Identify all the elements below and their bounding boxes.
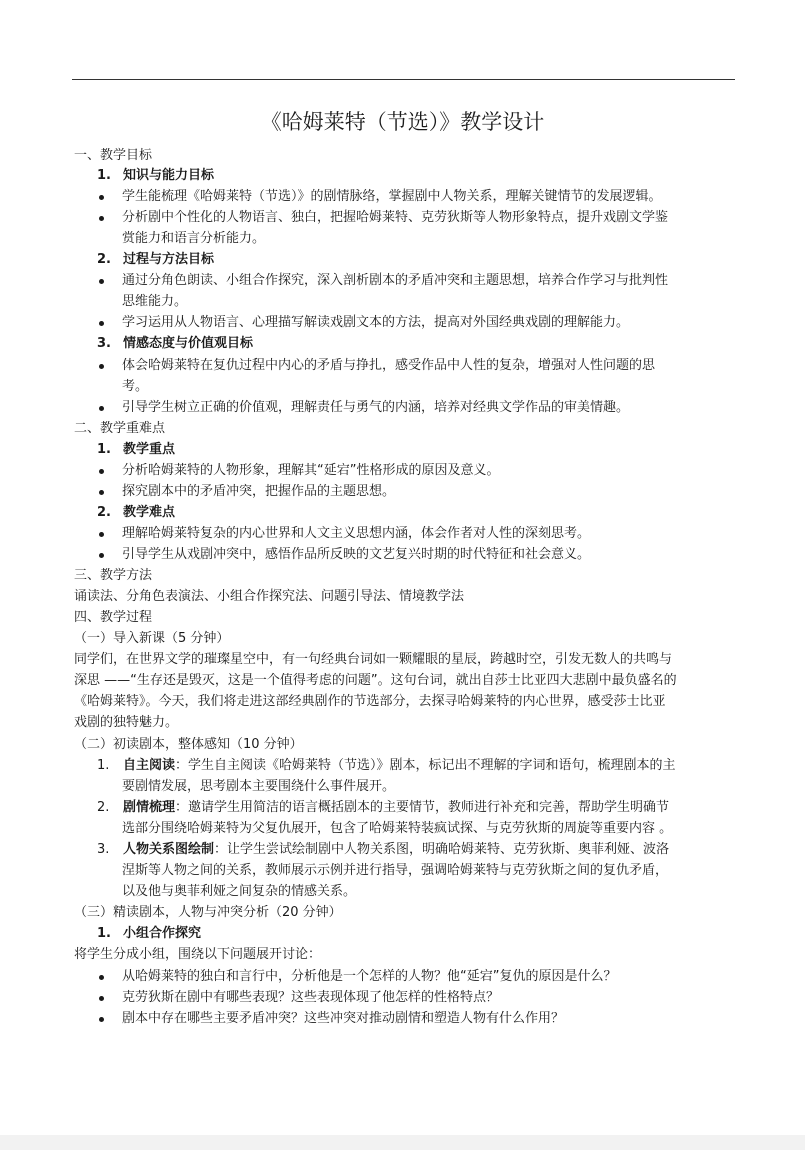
header-rule bbox=[72, 79, 735, 80]
item-keyword: 剧情梳理 bbox=[123, 800, 176, 815]
subheading-knowledge bbox=[97, 165, 215, 186]
bullet-item: 学生能梳理《哈姆莱特（节选）》的剧情脉络，掌握剧中人物关系，理解关键情节的发展逻辑。 bbox=[122, 186, 662, 207]
item-continuation: 要剧情发展，思考剧本主要围绕什么事件展开。 bbox=[122, 779, 396, 794]
subheading-text: 小组合作探究 bbox=[123, 926, 202, 941]
subheading-text: 情感态度与价值观目标 bbox=[123, 336, 254, 351]
section-heading-methods: 三、教学方法 bbox=[74, 568, 153, 583]
bullet-item: 克劳狄斯在剧中有哪些表现？这些表现体现了他怎样的性格特点？ bbox=[122, 987, 499, 1008]
subheading-focus bbox=[97, 439, 176, 460]
subheading-process bbox=[97, 249, 215, 270]
phase-title-close-reading: （三）精读剧本，人物与冲突分析（20 分钟） bbox=[74, 905, 342, 920]
bullet-item: 引导学生从戏剧冲突中，感悟作品所反映的文艺复兴时期的时代特征和社会意义。 bbox=[122, 544, 590, 565]
bullet-continuation: 思维能力。 bbox=[122, 294, 188, 309]
subheading-difficulty bbox=[97, 502, 176, 523]
subheading-text: 过程与方法目标 bbox=[123, 252, 215, 267]
item-keyword: 自主阅读 bbox=[123, 758, 176, 773]
list-number: 2. bbox=[97, 800, 110, 815]
item-continuation: 选部分围绕哈姆莱特为父复仇展开，包含了哈姆莱特装疯试探、与克劳狄斯的周旋等重要内容 。 bbox=[122, 821, 673, 836]
bullet-item: 体会哈姆莱特在复仇过程中内心的矛盾与挣扎，感受作品中人性的复杂，增强对人性问题的思 bbox=[122, 355, 655, 376]
item-keyword: 人物关系图绘制 bbox=[123, 842, 215, 857]
subheading-text: 教学重点 bbox=[123, 442, 176, 457]
list-number: 3. bbox=[97, 842, 110, 857]
bullet-item: 探究剧本中的矛盾冲突，把握作品的主题思想。 bbox=[122, 481, 395, 502]
bullet-item: 分析哈姆莱特的人物形象，理解其“延宕”性格形成的原因及意义。 bbox=[122, 460, 499, 481]
list-number: 1. bbox=[97, 168, 111, 183]
methods-text: 诵读法、分角色表演法、小组合作探究法、问题引导法、情境教学法 bbox=[74, 589, 465, 604]
paragraph-line: 同学们，在世界文学的璀璨星空中，有一句经典台词如一颗耀眼的星辰，跨越时空，引发无数人的共鸣与 bbox=[74, 652, 673, 667]
paragraph-line: 《哈姆莱特》。今天，我们将走进这部经典剧作的节选部分，去探寻哈姆莱特的内心世界，感受莎士比亚 bbox=[74, 694, 666, 709]
bullet-item: 通过分角色朗读、小组合作探究，深入剖析剧本的矛盾冲突和主题思想，培养合作学习与批判性 bbox=[122, 270, 668, 291]
subheading-text: 教学难点 bbox=[123, 505, 176, 520]
section-heading-key-points: 二、教学重难点 bbox=[74, 421, 166, 436]
list-number: 2. bbox=[97, 505, 111, 520]
phase-title-reading: （二）初读剧本，整体感知（10 分钟） bbox=[74, 737, 303, 752]
bullet-item: 从哈姆莱特的独白和言行中，分析他是一个怎样的人物？他“延宕”复仇的原因是什么？ bbox=[122, 966, 616, 987]
item-text: ：学生自主阅读《哈姆莱特（节选）》剧本，标记出不理解的字词和语句，梳理剧本的主 bbox=[175, 758, 676, 773]
paragraph-line: 深思 ——“生存还是毁灭，这是一个值得考虑的问题”。这句台词，就出自莎士比亚四大悲剧中最负盛名的 bbox=[74, 673, 677, 688]
subheading-values bbox=[97, 333, 254, 354]
phase-title-intro: （一）导入新课（5 分钟） bbox=[74, 631, 230, 646]
item-continuation: 涅斯等人物之间的关系，教师展示示例并进行指导，强调哈姆莱特与克劳狄斯之间的复仇矛盾， bbox=[122, 863, 669, 878]
page-footer-strip bbox=[0, 1135, 805, 1150]
item-text: ：让学生尝试绘制剧中人物关系图，明确哈姆莱特、克劳狄斯、奥菲利娅、波洛 bbox=[214, 842, 670, 857]
bullet-continuation: 赏能力和语言分析能力。 bbox=[122, 231, 266, 246]
bullet-item: 分析剧中个性化的人物语言、独白，把握哈姆莱特、克劳狄斯等人物形象特点，提升戏剧文学鉴 bbox=[122, 207, 668, 228]
section-heading-process: 四、教学过程 bbox=[74, 610, 153, 625]
bullet-item: 理解哈姆莱特复杂的内心世界和人文主义思想内涵，体会作者对人性的深刻思考。 bbox=[122, 523, 590, 544]
subheading-text: 知识与能力目标 bbox=[123, 168, 215, 183]
list-number: 2. bbox=[97, 252, 111, 267]
bullet-item: 学习运用从人物语言、心理描写解读戏剧文本的方法，提高对外国经典戏剧的理解能力。 bbox=[122, 312, 629, 333]
bullet-continuation: 考。 bbox=[122, 379, 149, 394]
list-number: 1. bbox=[97, 442, 111, 457]
document-title: 《哈姆莱特（节选）》教学设计 bbox=[260, 110, 545, 134]
list-number: 1. bbox=[97, 758, 110, 773]
item-continuation: 以及他与奥菲利娅之间复杂的情感关系。 bbox=[122, 884, 357, 899]
list-number: 3. bbox=[97, 336, 111, 351]
paragraph-line: 戏剧的独特魅力。 bbox=[74, 715, 179, 730]
list-number: 1. bbox=[97, 926, 111, 941]
bullet-item: 剧本中存在哪些主要矛盾冲突？这些冲突对推动剧情和塑造人物有什么作用？ bbox=[122, 1008, 564, 1029]
item-text: ：邀请学生用简洁的语言概括剧本的主要情节，教师进行补充和完善，帮助学生明确节 bbox=[175, 800, 670, 815]
bullet-item: 引导学生树立正确的价值观，理解责任与勇气的内涵，培养对经典文学作品的审美情趣。 bbox=[122, 397, 629, 418]
section-heading-objectives: 一、教学目标 bbox=[74, 148, 153, 163]
paragraph-line: 将学生分成小组，围绕以下问题展开讨论： bbox=[74, 947, 322, 962]
subheading-group-work bbox=[97, 923, 202, 944]
